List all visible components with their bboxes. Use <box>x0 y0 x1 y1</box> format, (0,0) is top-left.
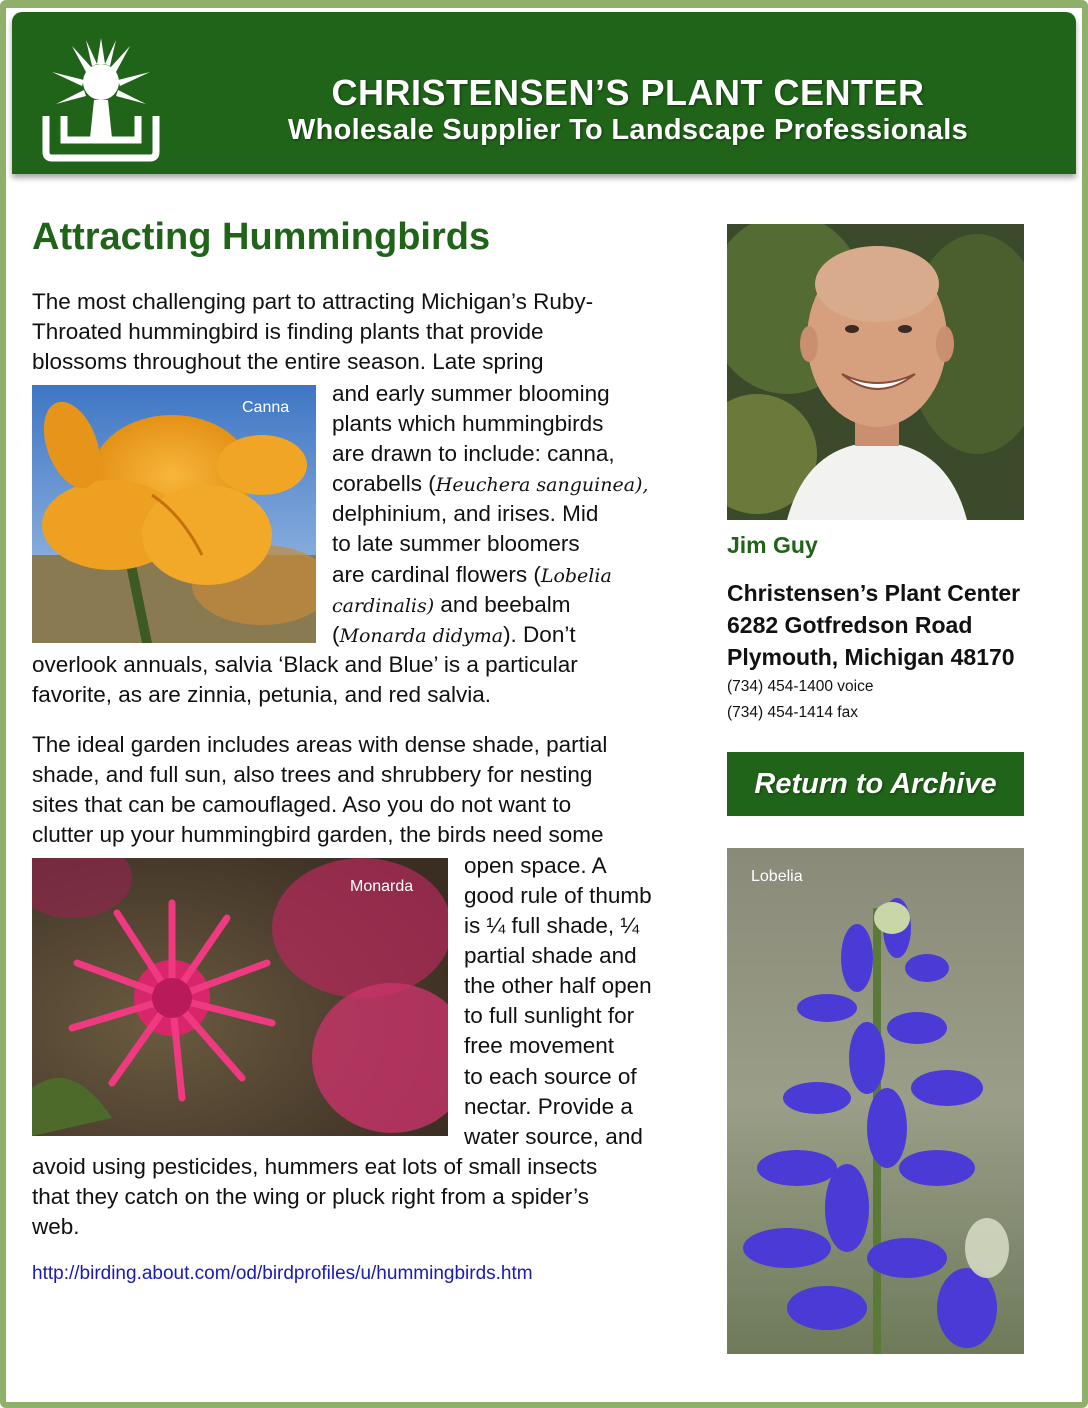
article-title: Attracting Hummingbirds <box>32 216 491 258</box>
body-line <box>332 560 612 591</box>
body-text: ). Don’t <box>503 622 576 647</box>
lobelia-caption: Lobelia <box>751 868 803 885</box>
body-line: and early summer blooming <box>332 381 610 406</box>
latin-name: Monarda didyma <box>339 625 504 647</box>
body-line: to each source of <box>464 1064 637 1089</box>
canna-caption: Canna <box>242 399 290 416</box>
body-line: partial shade and <box>464 943 637 968</box>
body-line: to full sunlight for <box>464 1003 635 1028</box>
body-line: shade, and full sun, also trees and shrubbery for nesting <box>32 762 593 787</box>
body-line: nectar. Provide a <box>464 1094 633 1119</box>
contact-city: Plymouth, Michigan 48170 <box>727 644 1015 670</box>
lobelia-photo <box>727 848 1024 1354</box>
plant-center-logo-icon <box>42 34 160 162</box>
body-line: clutter up your hummingbird garden, the birds need some <box>32 822 604 847</box>
company-tagline: Wholesale Supplier To Landscape Professionals <box>287 114 969 146</box>
body-line: open space. A <box>464 853 607 878</box>
body-line: The most challenging part to attracting Michigan’s Ruby- <box>32 289 594 314</box>
contact-company: Christensen’s Plant Center <box>727 580 1021 606</box>
body-line: avoid using pesticides, hummers eat lots of small insects <box>32 1154 598 1179</box>
body-line: blossoms throughout the entire season. Late spring <box>32 349 544 374</box>
reference-link[interactable]: http://birding.about.com/od/birdprofiles/u/hummingbirds.htm <box>32 1263 533 1284</box>
contact-voice: (734) 454-1400 voice <box>727 678 874 695</box>
body-line: the other half open <box>464 973 652 998</box>
body-text: and beebalm <box>434 592 571 617</box>
latin-name: cardinalis) <box>332 595 435 617</box>
body-line: that they catch on the wing or pluck right from a spider’s <box>32 1184 589 1209</box>
body-text: corabells ( <box>332 471 436 496</box>
body-line <box>332 469 648 500</box>
body-line: free movement <box>464 1033 615 1058</box>
body-line: The ideal garden includes areas with dense shade, partial <box>32 732 608 757</box>
contact-fax: (734) 454-1414 fax <box>727 704 858 721</box>
header-banner <box>12 12 1076 174</box>
body-line <box>332 590 571 621</box>
return-to-archive-button[interactable]: Return to Archive <box>727 752 1024 816</box>
body-line: water source, and <box>464 1124 643 1149</box>
monarda-photo <box>32 858 448 1136</box>
contact-street: 6282 Gotfredson Road <box>727 612 973 638</box>
body-text: are cardinal flowers ( <box>332 562 541 587</box>
body-line: web. <box>32 1214 80 1239</box>
body-line: overlook annuals, salvia ‘Black and Blue’ is a particular <box>32 652 578 677</box>
body-line: to late summer bloomers <box>332 531 580 556</box>
latin-name: Heuchera sanguinea), <box>435 474 649 496</box>
body-line: good rule of thumb <box>464 883 652 908</box>
canna-photo <box>32 385 316 643</box>
body-line: favorite, as are zinnia, petunia, and red salvia. <box>32 682 492 707</box>
body-text: ( <box>332 622 340 647</box>
body-line: delphinium, and irises. Mid <box>332 501 599 526</box>
monarda-caption: Monarda <box>350 878 414 895</box>
contact-name: Jim Guy <box>727 532 818 558</box>
body-line: sites that can be camouflaged. Aso you do not want to <box>32 792 572 817</box>
body-line <box>332 620 576 651</box>
body-line: Throated hummingbird is finding plants that provide <box>32 319 544 344</box>
body-line: plants which hummingbirds <box>332 411 604 436</box>
portrait-photo <box>727 224 1024 520</box>
body-line: is ¼ full shade, ¼ <box>464 913 640 938</box>
company-name: CHRISTENSEN’S PLANT CENTER <box>331 72 925 113</box>
latin-name: Lobelia <box>540 565 612 587</box>
body-line: are drawn to include: canna, <box>332 441 615 466</box>
